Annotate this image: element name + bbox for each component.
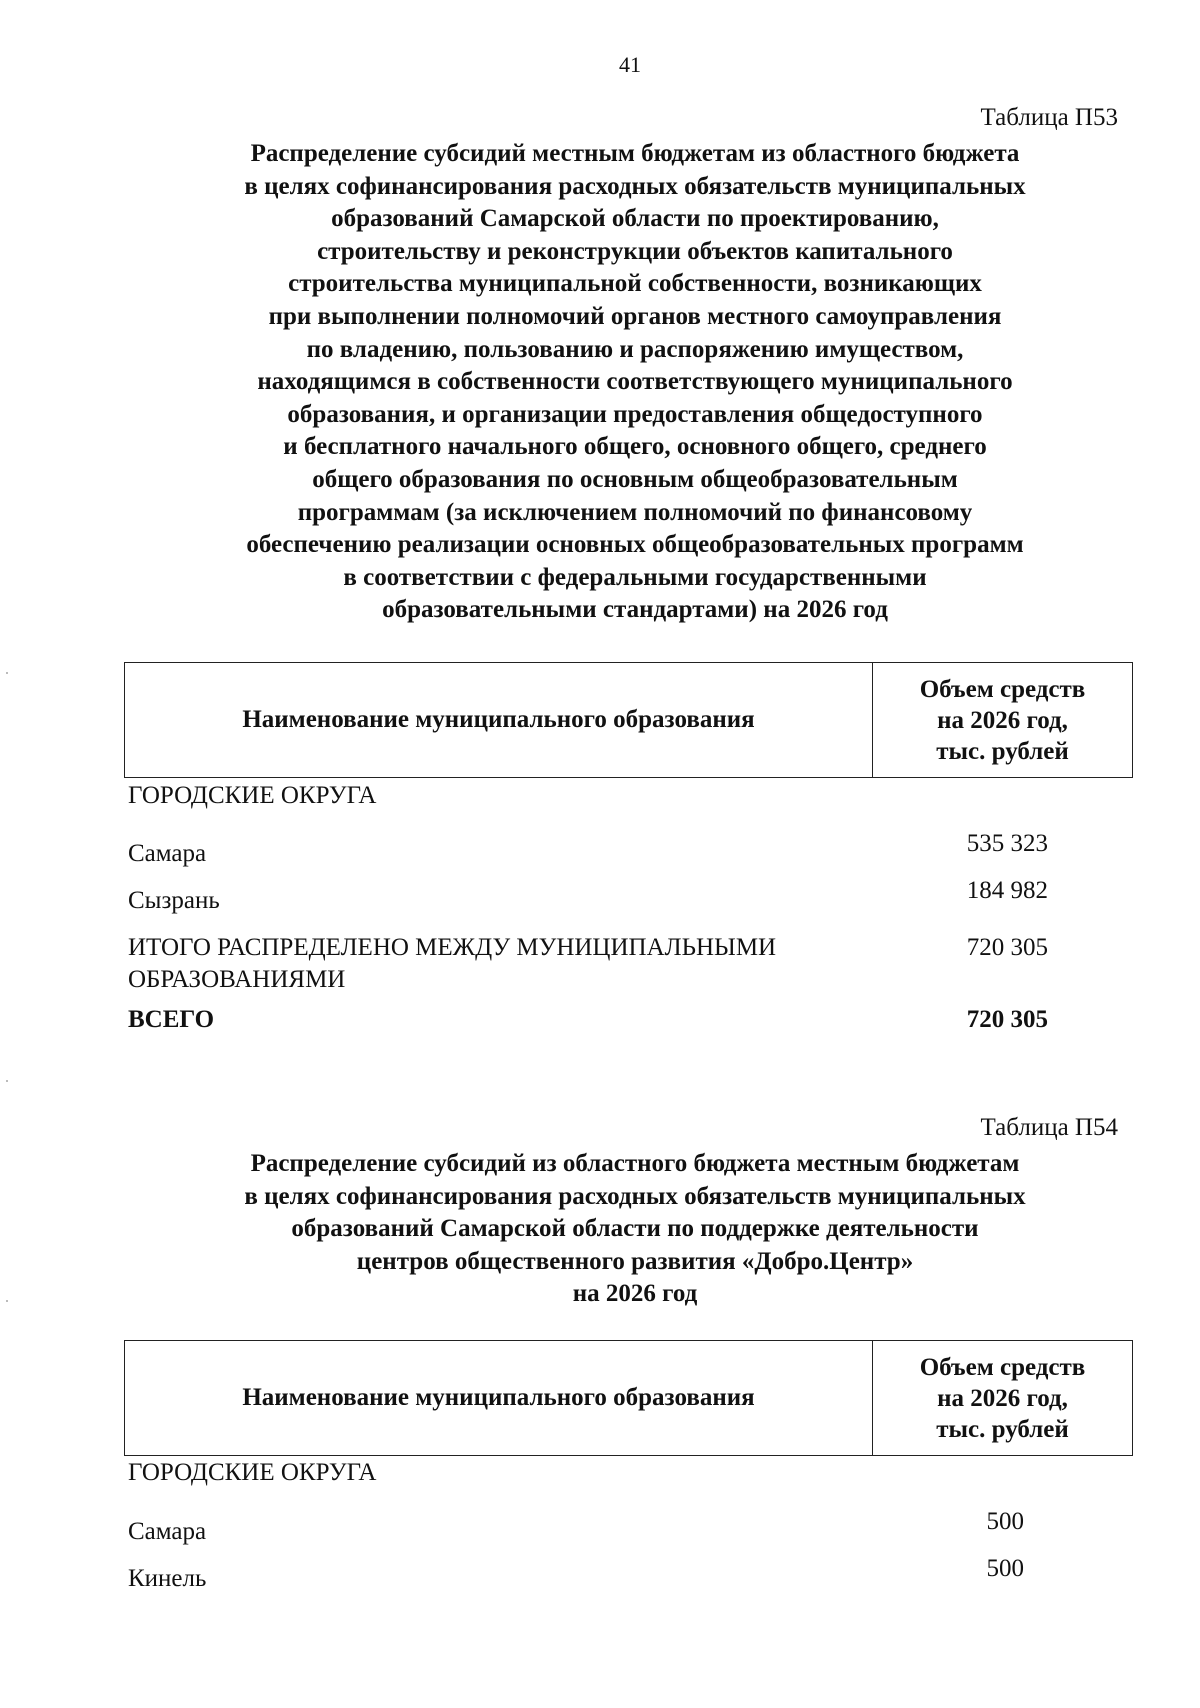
subtotal-name-line: ОБРАЗОВАНИЯМИ xyxy=(128,966,346,993)
row-value: 500 xyxy=(986,1555,1024,1582)
total-name: ВСЕГО xyxy=(128,1006,215,1033)
header-line: Объем средств xyxy=(919,675,1086,703)
table-p54-label: Таблица П54 xyxy=(980,1114,1118,1141)
title-line: и бесплатного начального общего, основного общего, среднего xyxy=(283,433,987,461)
header-line: тыс. рублей xyxy=(936,737,1069,765)
scan-artifact xyxy=(6,1080,8,1082)
title-line: общего образования по основным общеобразовательным xyxy=(312,465,958,493)
row-value: 184 982 xyxy=(966,877,1048,904)
row-name: Кинель xyxy=(128,1565,207,1592)
row-value: 535 323 xyxy=(966,830,1048,857)
header-line: на 2026 год, xyxy=(937,1384,1068,1412)
table-p53-header xyxy=(124,662,1133,778)
title-line: образований Самарской области по поддержке деятельности xyxy=(291,1215,979,1243)
title-line: обеспечению реализации основных общеобразовательных программ xyxy=(246,531,1024,559)
subtotal-name xyxy=(128,932,908,996)
title-line: образовательными стандартами) на 2026 год xyxy=(382,596,888,624)
scan-artifact xyxy=(6,672,8,674)
row-value: 500 xyxy=(986,1508,1024,1535)
header-line: тыс. рублей xyxy=(936,1415,1069,1443)
title-line: образований Самарской области по проектированию, xyxy=(331,205,939,233)
page-number: 41 xyxy=(619,52,641,77)
title-line: Распределение субсидий из областного бюджета местным бюджетам xyxy=(250,1150,1020,1177)
title-line: в целях софинансирования расходных обязательств муниципальных xyxy=(244,172,1026,200)
title-line: на 2026 год xyxy=(572,1280,698,1308)
group-name: ГОРОДСКИЕ ОКРУГА xyxy=(128,1459,377,1486)
scan-artifact xyxy=(6,1300,8,1302)
title-line: образования, и организации предоставления общедоступного xyxy=(287,400,983,428)
row-name: Самара xyxy=(128,840,207,867)
subtotal-row xyxy=(128,932,1128,996)
row-name: Самара xyxy=(128,1518,207,1545)
title-line: в целях софинансирования расходных обязательств муниципальных xyxy=(244,1182,1026,1210)
header-line: Объем средств xyxy=(919,1353,1086,1381)
table-p54-header xyxy=(124,1340,1133,1456)
total-value: 720 305 xyxy=(966,1006,1048,1033)
subtotal-name-line: ИТОГО РАСПРЕДЕЛЕНО МЕЖДУ МУНИЦИПАЛЬНЫМИ xyxy=(128,934,777,961)
title-line: строительства муниципальной собственности, возникающих xyxy=(288,270,982,298)
table-p54-title xyxy=(130,1148,1140,1311)
title-line: по владению, пользованию и распоряжению имуществом, xyxy=(306,335,964,363)
title-line: строительству и реконструкции объектов капитального xyxy=(317,237,953,265)
title-line: Распределение субсидий местным бюджетам из областного бюджета xyxy=(250,140,1020,167)
table-p53-title xyxy=(130,138,1140,627)
table-p53-label: Таблица П53 xyxy=(980,104,1118,131)
title-line: находящимся в собственности соответствующего муниципального xyxy=(257,368,1013,396)
column-header-name: Наименование муниципального образования xyxy=(125,1341,873,1455)
title-line: в соответствии с федеральными государственными xyxy=(343,563,927,591)
group-name: ГОРОДСКИЕ ОКРУГА xyxy=(128,782,377,809)
column-header-name: Наименование муниципального образования xyxy=(125,663,873,777)
column-header-volume xyxy=(873,1341,1132,1455)
subtotal-value: 720 305 xyxy=(966,934,1048,961)
header-line: на 2026 год, xyxy=(937,706,1068,734)
row-name: Сызрань xyxy=(128,887,220,914)
title-line: центров общественного развития «Добро.Центр» xyxy=(356,1247,914,1275)
column-header-volume xyxy=(873,663,1132,777)
title-line: при выполнении полномочий органов местного самоуправления xyxy=(268,302,1002,330)
title-line: программам (за исключением полномочий по финансовому xyxy=(297,498,973,526)
